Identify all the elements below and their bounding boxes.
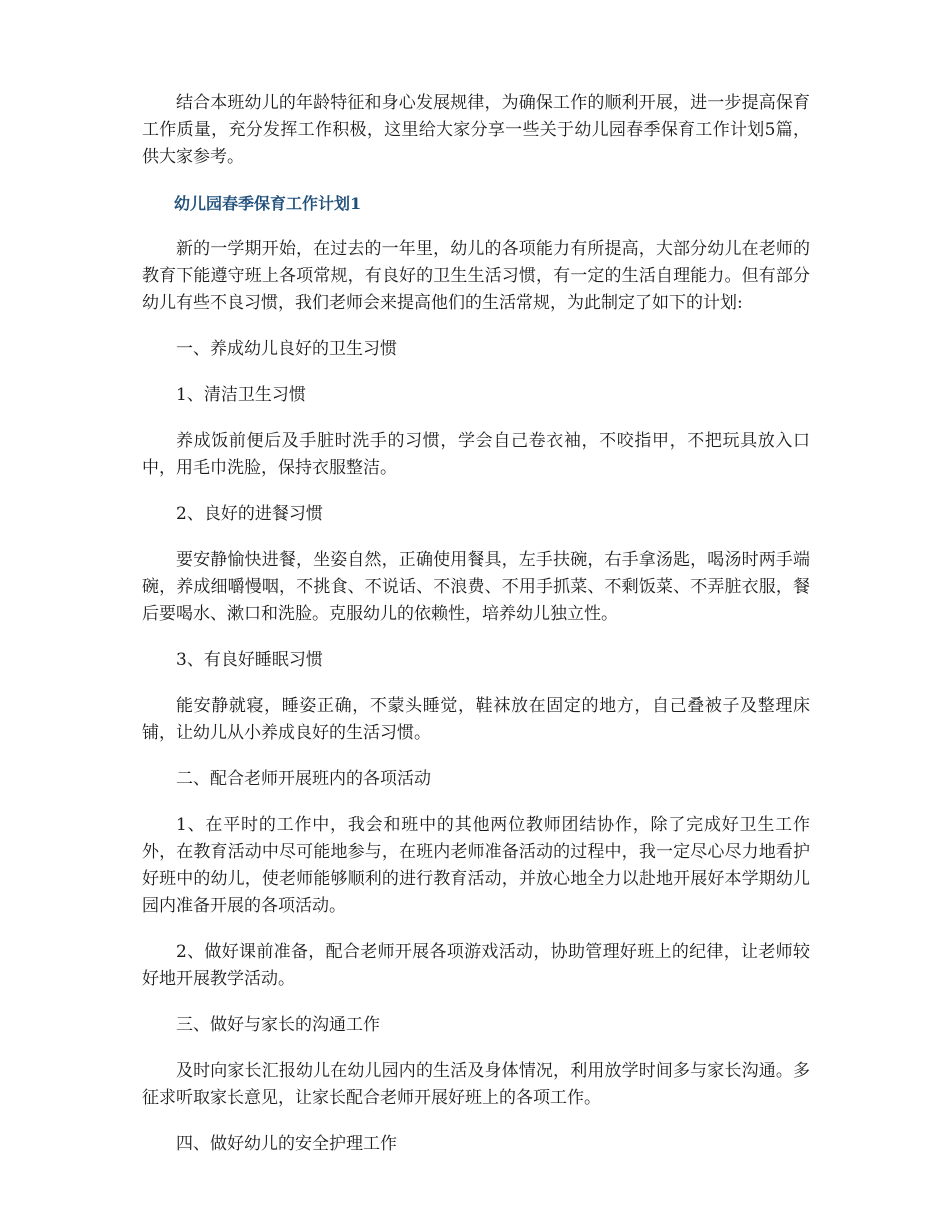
document-page: [142, 90, 810, 1177]
paragraph-eating: 要安静愉快进餐，坐姿自然，正确使用餐具，左手扶碗，右手拿汤匙，喝汤时两手端碗，养成细嚼慢咽，不挑食、不说话、不浪费、不用手抓菜、不剩饭菜、不弄脏衣服，餐后要喝水、漱口和洗脸。克服幼儿的依赖性，培养幼儿独立性。: [142, 550, 810, 624]
paragraph-parent-communication: 及时向家长汇报幼儿在幼儿园内的生活及身体情况，利用放学时间多与家长沟通。多征求听取家长意见，让家长配合老师开展好班上的各项工作。: [142, 1061, 810, 1108]
paragraph-preparation: 2、做好课前准备，配合老师开展各项游戏活动，协助管理好班上的纪律，让老师较好地开展教学活动。: [142, 942, 810, 989]
heading-class-activities: 二、配合老师开展班内的各项活动: [176, 769, 431, 789]
heading-parent-communication: 三、做好与家长的沟通工作: [176, 1015, 380, 1035]
paragraph-sleeping: 能安静就寝，睡姿正确，不蒙头睡觉，鞋袜放在固定的地方，自己叠被子及整理床铺，让幼儿从小养成良好的生活习惯。: [142, 696, 810, 743]
subheading-sleeping: 3、有良好睡眠习惯: [176, 650, 323, 670]
paragraph-opening: 新的一学期开始，在过去的一年里，幼儿的各项能力有所提高，大部分幼儿在老师的教育下能遵守班上各项常规，有良好的卫生生活习惯，有一定的生活自理能力。但有部分幼儿有些不良习惯，我们老师会来提高他们的生活常规，为此制定了如下的计划:: [142, 239, 810, 313]
subheading-eating: 2、良好的进餐习惯: [176, 504, 323, 524]
heading-hygiene-habits: 一、养成幼儿良好的卫生习惯: [176, 339, 397, 359]
intro-paragraph: 结合本班幼儿的年龄特征和身心发展规律，为确保工作的顺利开展，进一步提高保育工作质量，充分发挥工作积极，这里给大家分享一些关于幼儿园春季保育工作计划5篇，供大家参考。: [142, 93, 810, 167]
paragraph-cleanliness: 养成饭前便后及手脏时洗手的习惯，学会自己卷衣袖，不咬指甲，不把玩具放入口中，用毛巾洗脸，保持衣服整洁。: [142, 431, 810, 478]
subheading-cleanliness: 1、清洁卫生习惯: [176, 385, 306, 405]
paragraph-teamwork: 1、在平时的工作中，我会和班中的其他两位教师团结协作，除了完成好卫生工作外，在教育活动中尽可能地参与，在班内老师准备活动的过程中，我一定尽心尽力地看护好班中的幼儿，使老师能够顺利的进行教育活动，并放心地全力以赴地开展好本学期幼儿园内准备开展的各项活动。: [142, 815, 810, 916]
section-title: 幼儿园春季保育工作计划1: [174, 194, 362, 213]
heading-safety-care: 四、做好幼儿的安全护理工作: [176, 1134, 397, 1154]
